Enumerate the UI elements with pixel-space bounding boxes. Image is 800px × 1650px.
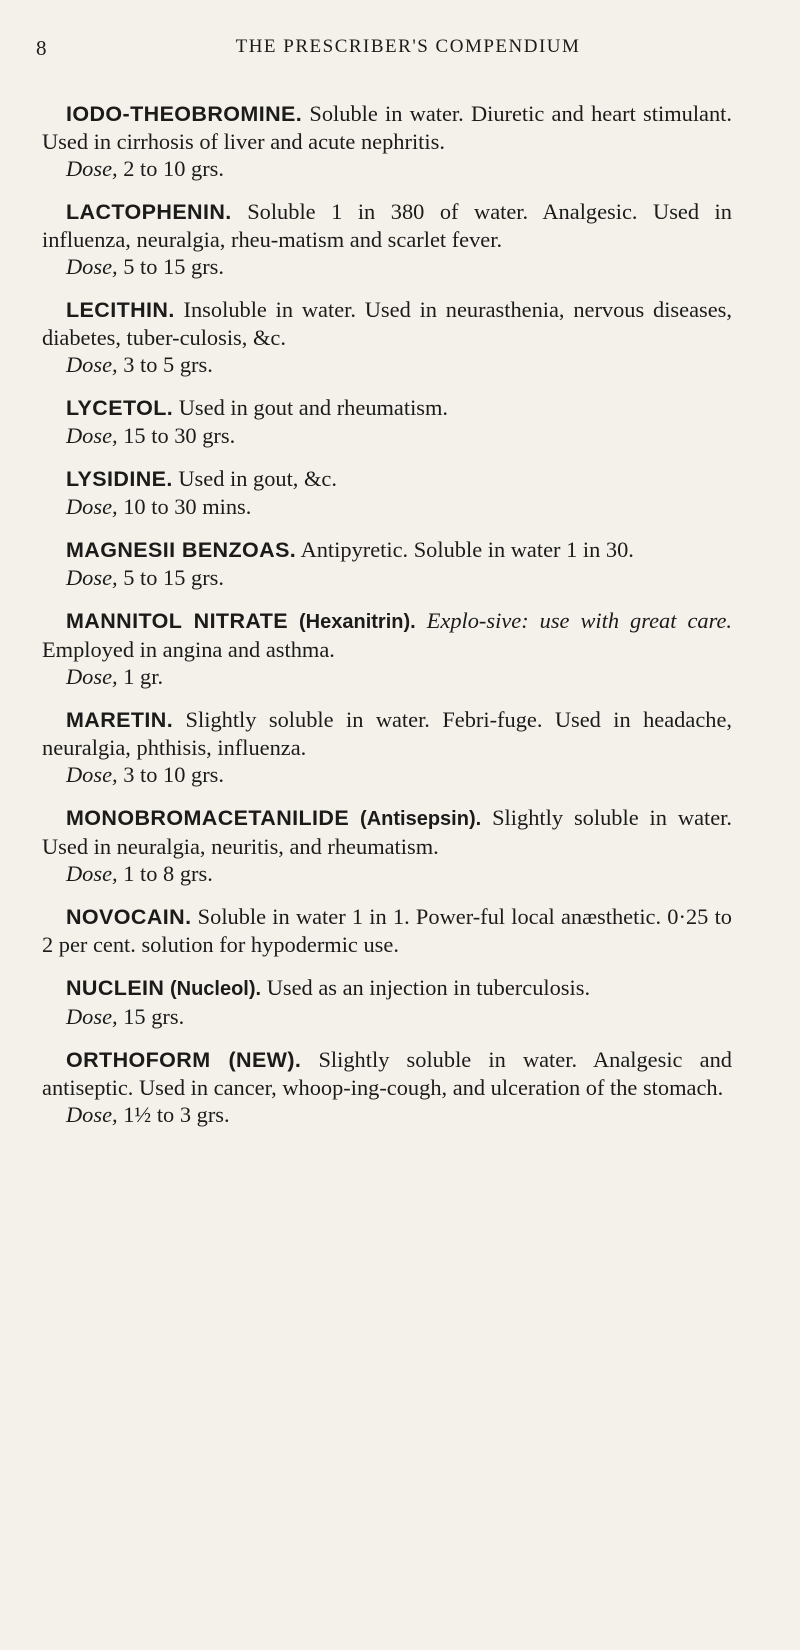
dose-value: 5 to 15 grs. — [123, 565, 224, 590]
dose-label: Dose, — [66, 861, 118, 886]
drug-alias: (Antisepsin). — [360, 808, 482, 830]
dose-line — [42, 564, 732, 591]
entry-text — [42, 198, 732, 253]
dose-line — [42, 663, 732, 690]
entry-text — [42, 607, 732, 663]
dose-line — [42, 860, 732, 887]
dose-line — [42, 351, 732, 378]
page-header — [36, 36, 720, 66]
entry-text — [42, 1046, 732, 1101]
drug-description: Insoluble in water. Used in neurasthenia, nervous diseases, diabetes, tuber-culosis, &c. — [42, 297, 732, 350]
entry-magnesii-benzoas — [42, 536, 732, 591]
drug-description: Soluble in water 1 in 1. Power-ful local anæsthetic. 0·25 to 2 per cent. solution for hypodermic use. — [42, 904, 732, 957]
dose-label: Dose, — [66, 423, 118, 448]
entry-novocain — [42, 903, 732, 958]
drug-description: Antipyretic. Soluble in water 1 in 30. — [300, 537, 634, 562]
drug-alias: (Hexanitrin). — [299, 611, 416, 633]
drug-description: Used in gout, &c. — [178, 466, 337, 491]
dose-value: 3 to 10 grs. — [123, 762, 224, 787]
drug-name: LYCETOL. — [66, 396, 174, 420]
drug-name: MONOBROMACETANILIDE — [66, 806, 350, 830]
entry-iodo-theobromine — [42, 100, 732, 182]
entry-text — [42, 100, 732, 155]
dose-line — [42, 1101, 732, 1128]
entry-lactophenin — [42, 198, 732, 280]
dose-line — [42, 155, 732, 182]
dose-label: Dose, — [66, 762, 118, 787]
entry-lycetol — [42, 394, 732, 449]
dose-line — [42, 253, 732, 280]
dose-value: 2 to 10 grs. — [123, 156, 224, 181]
entry-monobromacetanilide — [42, 804, 732, 887]
entry-text — [42, 974, 732, 1003]
dose-label: Dose, — [66, 494, 118, 519]
page-number: 8 — [36, 36, 47, 60]
dose-value: 5 to 15 grs. — [123, 254, 224, 279]
drug-description: Used as an injection in tuberculosis. — [266, 975, 591, 1000]
running-title: THE PRESCRIBER'S COMPENDIUM — [235, 36, 581, 57]
drug-description: Employed in angina and asthma. — [42, 637, 335, 662]
dose-label: Dose, — [66, 352, 118, 377]
drug-name: ORTHOFORM (NEW). — [66, 1048, 302, 1072]
entry-mannitol-nitrate — [42, 607, 732, 690]
entry-text — [42, 804, 732, 860]
entry-text — [42, 903, 732, 958]
dose-line — [42, 422, 732, 449]
drug-warning: Explo-sive: use with great care. — [426, 608, 732, 633]
drug-name: LACTOPHENIN. — [66, 200, 232, 224]
dose-value: 15 grs. — [123, 1004, 185, 1029]
entry-text — [42, 536, 732, 564]
drug-description: Slightly soluble in water. Used in neuralgia, neuritis, and rheumatism. — [42, 805, 732, 859]
drug-name: NUCLEIN — [66, 976, 165, 1000]
dose-label: Dose, — [66, 156, 118, 181]
drug-description: Soluble 1 in 380 of water. Analgesic. Used in influenza, neuralgia, rheu-matism and scarlet fever. — [42, 199, 732, 252]
drug-name: LECITHIN. — [66, 298, 175, 322]
entry-nuclein — [42, 974, 732, 1030]
entry-orthoform-new — [42, 1046, 732, 1128]
dose-line — [42, 1003, 732, 1030]
drug-name: IODO-THEOBROMINE. — [66, 102, 303, 126]
drug-name: NOVOCAIN. — [66, 905, 192, 929]
entry-text — [42, 465, 732, 493]
dose-value: 15 to 30 grs. — [123, 423, 236, 448]
drug-name: MANNITOL NITRATE — [66, 609, 289, 633]
entry-lysidine — [42, 465, 732, 520]
drug-name: LYSIDINE. — [66, 467, 173, 491]
drug-alias: (Nucleol). — [169, 978, 262, 1000]
drug-name: MARETIN. — [66, 708, 174, 732]
drug-name: MAGNESII BENZOAS. — [66, 538, 297, 562]
entry-lecithin — [42, 296, 732, 378]
dose-label: Dose, — [66, 664, 118, 689]
entry-text — [42, 394, 732, 422]
dose-label: Dose, — [66, 254, 118, 279]
dose-line — [42, 493, 732, 520]
dose-label: Dose, — [66, 1102, 118, 1127]
drug-description: Used in gout and rheumatism. — [178, 395, 449, 420]
dose-line — [42, 761, 732, 788]
dose-value: 1½ to 3 grs. — [123, 1102, 230, 1127]
entry-maretin — [42, 706, 732, 788]
drug-description: Soluble in water. Diuretic and heart stimulant. Used in cirrhosis of liver and acute nephritis. — [42, 101, 732, 154]
entry-list — [42, 100, 732, 1144]
dose-value: 1 to 8 grs. — [123, 861, 213, 886]
entry-text — [42, 706, 732, 761]
drug-description: Slightly soluble in water. Febri-fuge. Used in headache, neuralgia, phthisis, influenza. — [42, 707, 732, 760]
dose-label: Dose, — [66, 1004, 118, 1029]
dose-label: Dose, — [66, 565, 118, 590]
dose-value: 1 gr. — [123, 664, 164, 689]
entry-text — [42, 296, 732, 351]
drug-description: Slightly soluble in water. Analgesic and antiseptic. Used in cancer, whoop-ing-cough, and ulceration of the stomach. — [42, 1047, 732, 1100]
dose-value: 10 to 30 mins. — [123, 494, 252, 519]
dose-value: 3 to 5 grs. — [123, 352, 213, 377]
